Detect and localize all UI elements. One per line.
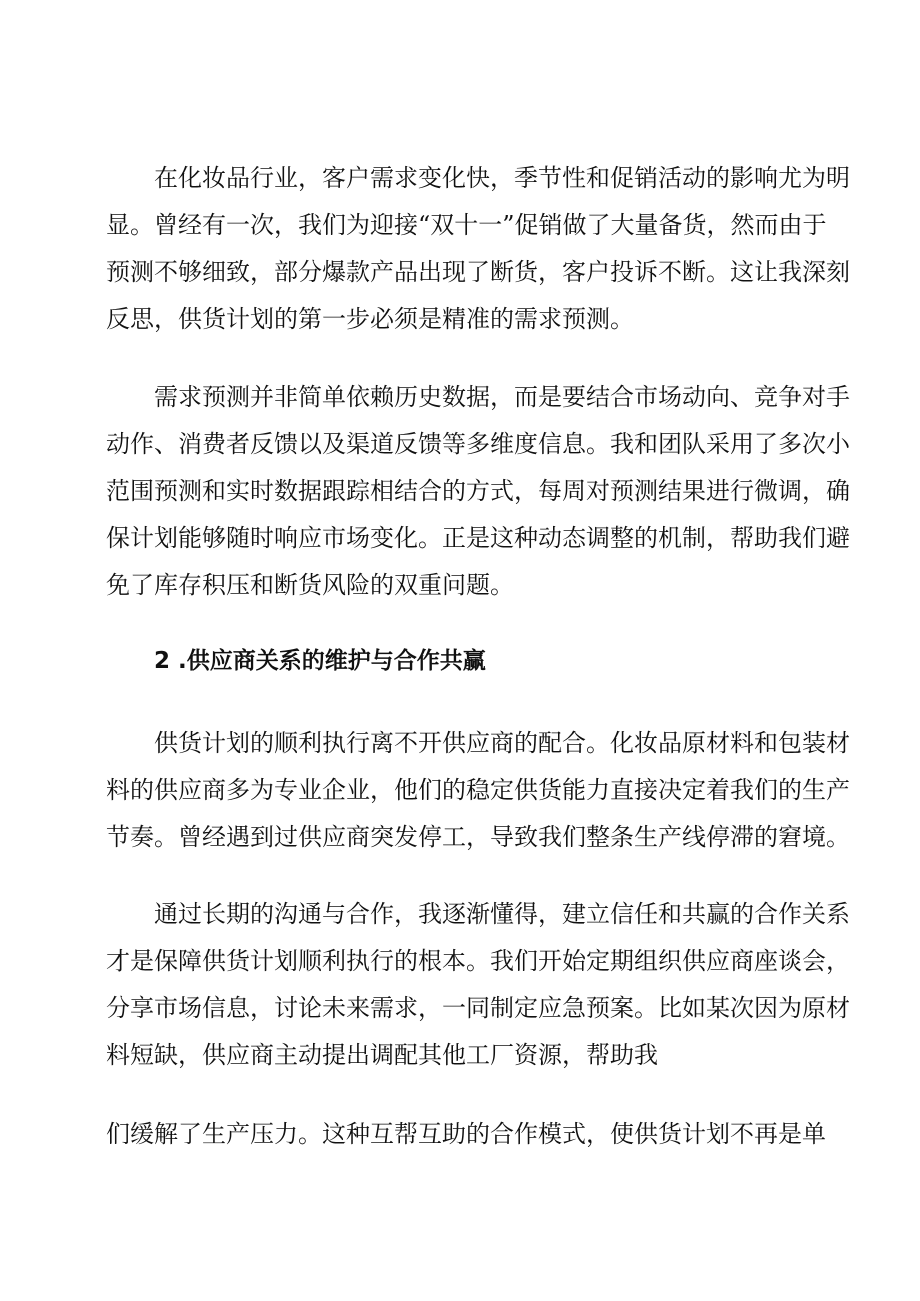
paragraph-3-line-2: 料的供应商多为专业企业，他们的稳定供货能力直接决定着我们的生产 (106, 776, 850, 804)
paragraph-2-line-3: 范围预测和实时数据跟踪相结合的方式，每周对预测结果进行微调，确 (106, 477, 850, 505)
paragraph-2-line-4: 保计划能够随时响应市场变化。正是这种动态调整的机制，帮助我们避 (106, 524, 850, 552)
paragraph-1-line-2: 显。曾经有一次，我们为迎接“双十一”促销做了大量备货，然而由于 (106, 211, 827, 239)
paragraph-1-line-1: 在化妆品行业，客户需求变化快，季节性和促销活动的影响尤为明 (154, 164, 850, 192)
paragraph-3-line-3: 节奏。曾经遇到过供应商突发停工，导致我们整条生产线停滞的窘境。 (106, 823, 850, 851)
paragraph-1-line-4: 反思，供货计划的第一步必须是精准的需求预测。 (106, 305, 634, 333)
paragraph-4-line-1: 通过长期的沟通与合作，我逐渐懂得，建立信任和共赢的合作关系 (154, 900, 850, 928)
paragraph-2-line-1: 需求预测并非简单依赖历史数据，而是要结合市场动向、竞争对手 (154, 383, 850, 411)
paragraph-2-line-5: 免了库存积压和断货风险的双重问题。 (106, 571, 514, 599)
paragraph-1-line-3: 预测不够细致，部分爆款产品出现了断货，客户投诉不断。这让我深刻 (106, 258, 850, 286)
paragraph-3-line-1: 供货计划的顺利执行离不开供应商的配合。化妆品原材料和包装材 (154, 729, 850, 757)
paragraph-4-line-3: 分享市场信息，讨论未来需求，一同制定应急预案。比如某次因为原材 (106, 994, 850, 1022)
section-heading: 2 .供应商关系的维护与合作共赢 (154, 648, 486, 674)
paragraph-4-line-2: 才是保障供货计划顺利执行的根本。我们开始定期组织供应商座谈会， (106, 947, 850, 975)
paragraph-4-line-4: 料短缺，供应商主动提出调配其他工厂资源，帮助我 (106, 1041, 658, 1069)
paragraph-2-line-2: 动作、消费者反馈以及渠道反馈等多维度信息。我和团队采用了多次小 (106, 430, 850, 458)
paragraph-5-line-1: 们缓解了生产压力。这种互帮互助的合作模式，使供货计划不再是单 (106, 1120, 826, 1148)
